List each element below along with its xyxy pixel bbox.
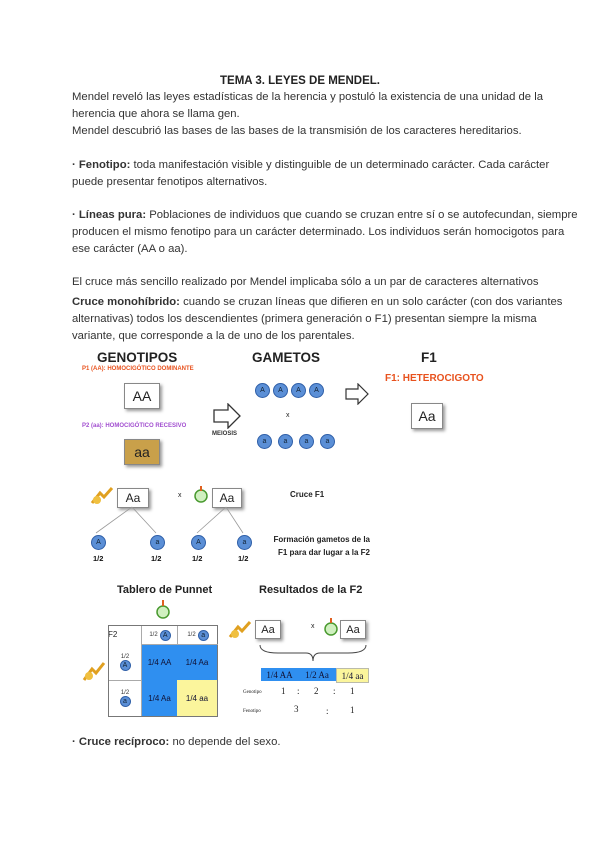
bullet: · [72, 209, 76, 221]
gametos-header: GAMETOS [252, 350, 321, 365]
punnet-col-header [141, 626, 178, 645]
bullet: · [72, 736, 76, 748]
f1-gamete: A [91, 535, 106, 550]
p1-label: P1 (AA): HOMOCIGÓTICO DOMINANTE [82, 366, 194, 372]
gametes-a-row [257, 434, 335, 449]
tablero-title: Tablero de Punnet [117, 584, 213, 596]
monohibrido-text-1: cuando se cruzan líneas que difieren en un solo carácter (con dos variantes [179, 296, 563, 308]
male-pollen-icon [228, 619, 252, 639]
ratio-value: 2 [314, 686, 319, 696]
lineas-text-1: Poblaciones de individuos que cuando se cruzan entre sí o se autofecundan, siempre [146, 209, 578, 221]
fenotipo-line-2: puede presentar fenotipos alternativos. [72, 176, 268, 188]
punnet-col-allele: A [160, 630, 171, 641]
punnet-col-frac: 1/2 [187, 632, 196, 638]
ratio-sep: : [333, 686, 336, 696]
gamete-A: A [255, 383, 270, 398]
gamete-A: A [309, 383, 324, 398]
genotipo-label: Genotipo [243, 690, 262, 695]
cross-x: x [286, 412, 290, 419]
res-box: 1/2 Aa [298, 668, 336, 681]
f1-header: F1 [421, 350, 437, 365]
meiosis-label: MEIOSIS [212, 431, 238, 437]
punnet-cell: 1/4 Aa [177, 645, 217, 680]
genotype-aa-box: aa [124, 439, 160, 465]
ratio-value: 1 [281, 686, 286, 696]
cruce-f1-x: x [178, 492, 182, 499]
formacion-line-2: F1 para dar lugar a la F2 [277, 548, 370, 557]
punnet-col-frac: 1/2 [149, 632, 158, 638]
punnet-cell: 1/4 aa [177, 680, 217, 716]
intro-line-2: herencia que ahora se llama gen. [72, 108, 240, 120]
resultados-title: Resultados de la F2 [259, 584, 363, 596]
fenotipo-text-1: toda manifestación visible y distinguible de un determinado carácter. Cada carácter [130, 159, 550, 171]
fraction: 1/2 [151, 554, 162, 563]
reciproco-term: Cruce recíproco: [78, 736, 170, 748]
gamete-A: A [291, 383, 306, 398]
ratio-sep: : [326, 706, 329, 716]
res-male-box: Aa [255, 620, 281, 639]
gamete-a: a [299, 434, 314, 449]
monohibrido-line-3: variante, que corresponde a la de uno de los parentales. [72, 330, 355, 342]
ratio-value: 3 [294, 704, 299, 714]
fenotipo-line-1 [72, 157, 549, 173]
monohibrido-line-2: alternativas) todos los descendientes (primera generación o F1) presentan siempre la misma [72, 313, 537, 325]
ratio-sep: : [297, 686, 300, 696]
fraction: 1/2 [93, 554, 104, 563]
gamete-a: a [320, 434, 335, 449]
meiosis-arrow-icon [213, 403, 241, 429]
fraction: 1/2 [238, 554, 249, 563]
lineas-line-2: producen el mismo fenotipo para un carácter determinado. Los individuos serán homocigotos para [72, 226, 565, 238]
cruce-f1-male-box: Aa [117, 488, 149, 508]
lineas-term: Líneas pura: [78, 209, 147, 221]
ratio-value: 1 [350, 686, 355, 696]
gametes-A-row [255, 383, 324, 398]
fraction: 1/2 [192, 554, 203, 563]
f1-genotype-box: Aa [411, 403, 443, 429]
punnet-row-frac: 1/2 [120, 689, 130, 696]
gamete-a: a [278, 434, 293, 449]
cruce-f1-label: Cruce F1 [290, 490, 325, 499]
f1-gamete: A [191, 535, 206, 550]
lineas-line-1 [72, 207, 578, 223]
male-pollen-icon [82, 660, 106, 682]
formacion-line-1: Formación gametos de la [273, 535, 370, 544]
fenotipo-label: Fenotipo [243, 709, 261, 714]
brace-icon [258, 643, 368, 665]
arrow-right-icon [345, 383, 369, 405]
res-female-box: Aa [340, 620, 366, 639]
reciproco-text: no depende del sexo. [169, 736, 281, 748]
cruce-sencillo: El cruce más sencillo realizado por Mendel implicaba sólo a un par de caracteres alternativos [72, 276, 539, 288]
res-x: x [311, 623, 315, 630]
female-flower-icon [193, 485, 209, 505]
monohibrido-line-1 [72, 294, 562, 310]
bullet: · [72, 159, 76, 171]
lineas-line-3: ese carácter (AA o aa). [72, 243, 188, 255]
monohibrido-term: Cruce monohíbrido: [72, 296, 180, 308]
f2-label: F2 [108, 630, 118, 639]
p2-label: P2 (aa): HOMOCIGÓTICO RECESIVO [82, 423, 187, 429]
punnet-grid [108, 625, 218, 717]
punnet-row-allele: A [120, 660, 131, 671]
gamete-A: A [273, 383, 288, 398]
f1-gamete: a [237, 535, 252, 550]
punnet-cell: 1/4 AA [142, 645, 177, 680]
punnet-col-allele: a [198, 630, 209, 641]
reciproco-line [72, 734, 281, 750]
intro-line-1: Mendel reveló las leyes estadísticas de la herencia y postuló la existencia de una unidad de la [72, 91, 543, 103]
res-box: 1/4 aa [336, 668, 369, 683]
mendel-diagram [0, 345, 600, 735]
fenotipo-term: Fenotipo: [78, 159, 131, 171]
punnet-row-header [109, 644, 142, 681]
genotype-AA-box: AA [124, 383, 160, 409]
res-box: 1/4 AA [261, 668, 298, 681]
male-pollen-icon [90, 485, 114, 505]
punnet-row-allele: a [120, 696, 131, 707]
cruce-f1-female-box: Aa [212, 488, 242, 508]
ratio-value: 1 [350, 705, 355, 715]
f1-branch-lines [80, 505, 280, 537]
f1-gamete: a [150, 535, 165, 550]
intro-line-3: Mendel descubrió las bases de las bases de la transmisión de los caracteres hereditarios. [72, 125, 522, 137]
punnet-cell: 1/4 Aa [142, 680, 177, 716]
f1-label: F1: HETEROCIGOTO [385, 373, 484, 384]
punnet-col-header [177, 626, 218, 645]
female-flower-icon [155, 599, 171, 621]
punnet-row-frac: 1/2 [120, 653, 130, 660]
page-title: TEMA 3. LEYES DE MENDEL. [220, 75, 380, 87]
female-flower-icon [323, 617, 339, 637]
punnet-row-header [109, 680, 142, 716]
gamete-a: a [257, 434, 272, 449]
genotipos-header: GENOTIPOS [97, 350, 178, 365]
